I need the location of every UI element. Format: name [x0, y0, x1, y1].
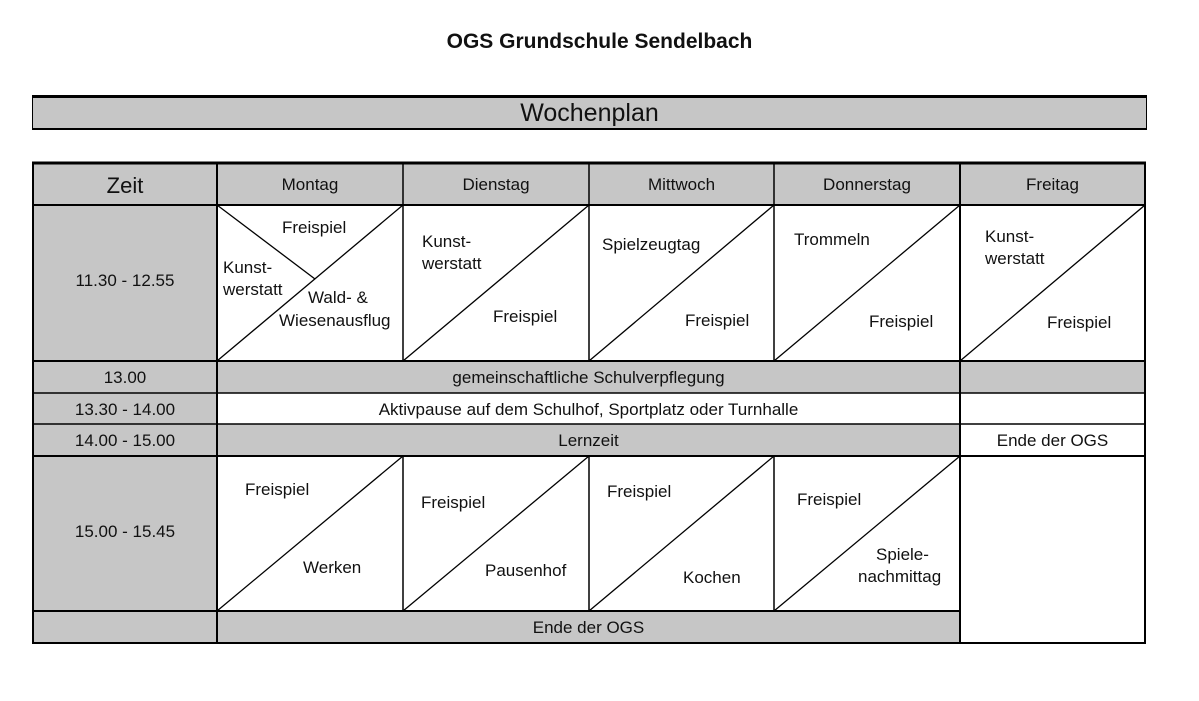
- montag-afternoon-lower: Werken: [303, 558, 362, 577]
- donnerstag-morning-upper: Trommeln: [794, 230, 870, 249]
- montag-morning-right-1: Wald- &: [308, 288, 368, 307]
- plan-banner: Wochenplan: [32, 95, 1147, 130]
- time-slot-4: 14.00 - 15.00: [74, 431, 176, 450]
- donnerstag-afternoon-lower-2: nachmittag: [858, 567, 942, 586]
- dienstag-morning-lower: Freispiel: [493, 307, 558, 326]
- montag-morning-left-2: werstatt: [223, 280, 283, 299]
- mittwoch-morning-upper: Spielzeugtag: [602, 235, 701, 254]
- donnerstag-afternoon-upper: Freispiel: [797, 490, 862, 509]
- time-slot-3: 13.30 - 14.00: [74, 400, 176, 419]
- dienstag-afternoon-lower: Pausenhof: [485, 561, 567, 580]
- montag-afternoon-upper: Freispiel: [245, 480, 310, 499]
- time-slot-2: 13.00: [103, 368, 147, 387]
- header-zeit: Zeit: [106, 173, 144, 198]
- montag-morning-right-2: Wiesenausflug: [279, 311, 391, 330]
- mittwoch-afternoon-lower: Kochen: [683, 568, 741, 587]
- header-freitag: Freitag: [1026, 175, 1079, 194]
- freitag-morning-upper-2: werstatt: [985, 249, 1045, 268]
- donnerstag-afternoon-lower-1: Spiele-: [876, 545, 929, 564]
- activity-text: Aktivpause auf dem Schulhof, Sportplatz oder Turnhalle: [378, 400, 799, 419]
- time-slot-1: 11.30 - 12.55: [75, 271, 175, 290]
- header-dienstag: Dienstag: [462, 175, 530, 194]
- dienstag-morning-upper-2: werstatt: [422, 254, 482, 273]
- time-slot-5: 15.00 - 15.45: [74, 522, 176, 541]
- header-mittwoch: Mittwoch: [647, 175, 716, 194]
- freitag-morning-lower: Freispiel: [1047, 313, 1112, 332]
- dienstag-morning-upper-1: Kunst-: [422, 232, 472, 251]
- mittwoch-afternoon-upper: Freispiel: [607, 482, 672, 501]
- end-text: Ende der OGS: [532, 618, 645, 637]
- lunch-text: gemeinschaftliche Schulverpflegung: [452, 368, 725, 387]
- montag-morning-left-1: Kunst-: [223, 258, 273, 277]
- freitag-morning-upper-1: Kunst-: [985, 227, 1035, 246]
- dienstag-afternoon-upper: Freispiel: [421, 493, 486, 512]
- montag-morning-top: Freispiel: [282, 218, 347, 237]
- mittwoch-morning-lower: Freispiel: [685, 311, 750, 330]
- donnerstag-morning-lower: Freispiel: [869, 312, 934, 331]
- study-end-text: Ende der OGS: [996, 431, 1109, 450]
- study-text: Lernzeit: [558, 431, 619, 450]
- header-donnerstag: Donnerstag: [823, 175, 911, 194]
- page-title: OGS Grundschule Sendelbach: [446, 30, 753, 53]
- header-montag: Montag: [281, 175, 339, 194]
